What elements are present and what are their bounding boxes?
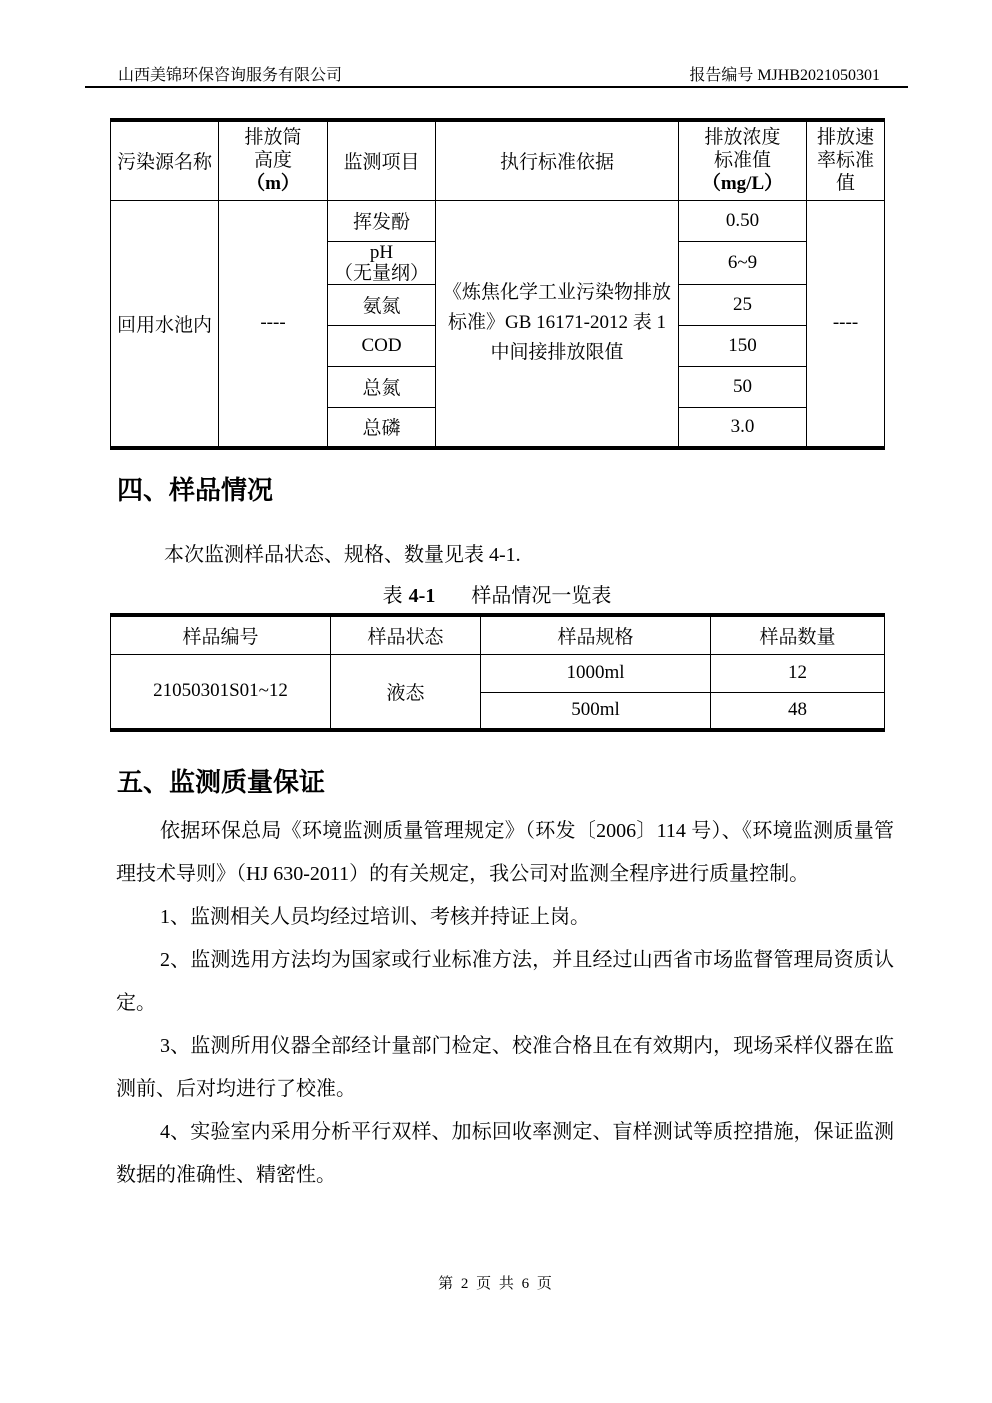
quality-paragraph-3: 3、监测所用仪器全部经计量部门检定、校准合格且在有效期内，现场采样仪器在监测前、后对均进行了校准。 bbox=[116, 1035, 894, 1100]
header-cell-standard-basis: 执行标准依据 bbox=[436, 120, 679, 200]
cell-value-cod: 150 bbox=[679, 325, 807, 366]
cell-item-total-phosphorus: 总磷 bbox=[328, 407, 436, 448]
header-concentration-line2: 标准值（mg/L） bbox=[701, 150, 784, 195]
caption-title: 样品情况一览表 bbox=[471, 585, 612, 607]
sample-header-row bbox=[111, 615, 885, 654]
header-cell-sample-state: 样品状态 bbox=[331, 615, 481, 654]
header-rate-line3: 值 bbox=[835, 173, 855, 195]
cell-qty-500ml: 48 bbox=[711, 692, 885, 730]
header-cell-pollution-source: 污染源名称 bbox=[111, 120, 219, 200]
quality-paragraph-1: 1、监测相关人员均经过培训、考核并持证上岗。 bbox=[160, 906, 590, 928]
header-report-number: 报告编号 MJHB2021050301 bbox=[689, 67, 880, 84]
header-stack-height-unit: （m） bbox=[246, 173, 300, 195]
cell-item-ph-line2: （无量纲） bbox=[333, 262, 429, 284]
standards-header-row bbox=[111, 120, 885, 200]
header-cell-sample-id: 样品编号 bbox=[111, 615, 331, 654]
section-4-heading: 四、样品情况 bbox=[117, 476, 274, 505]
table-row bbox=[111, 654, 885, 692]
cell-standard-basis: 《炼焦化学工业污染物排放标准》GB 16171-2012 表 1 中间接排放限值 bbox=[436, 200, 679, 448]
cell-sample-id: 21050301S01~12 bbox=[111, 654, 331, 730]
header-cell-concentration-limit bbox=[679, 120, 807, 200]
cell-item-cod: COD bbox=[328, 325, 436, 366]
cell-spec-500ml: 500ml bbox=[481, 692, 711, 730]
header-stack-height-line1: 排放筒 bbox=[244, 127, 302, 149]
header-cell-sample-qty: 样品数量 bbox=[711, 615, 885, 654]
cell-item-ph-line1: pH bbox=[369, 241, 394, 263]
cell-value-total-phosphorus: 3.0 bbox=[679, 407, 807, 448]
header-cell-sample-spec: 样品规格 bbox=[481, 615, 711, 654]
header-rate-line1: 排放速 bbox=[816, 127, 874, 149]
cell-item-ph bbox=[328, 241, 436, 284]
cell-value-total-nitrogen: 50 bbox=[679, 366, 807, 407]
header-cell-stack-height bbox=[219, 120, 328, 200]
cell-value-volatile-phenol: 0.50 bbox=[679, 200, 807, 241]
table-row bbox=[111, 200, 885, 241]
header-cell-monitoring-item: 监测项目 bbox=[328, 120, 436, 200]
quality-assurance-text bbox=[116, 810, 894, 1197]
emission-standards-table bbox=[110, 118, 885, 450]
table-4-1-caption bbox=[110, 579, 884, 608]
cell-value-ammonia: 25 bbox=[679, 284, 807, 325]
cell-rate-standard: ---- bbox=[807, 200, 885, 448]
cell-item-ammonia: 氨氮 bbox=[328, 284, 436, 325]
caption-number: 4-1 bbox=[408, 585, 436, 607]
page-number-footer: 第 2 页 共 6 页 bbox=[438, 1276, 554, 1292]
cell-value-ph: 6~9 bbox=[679, 241, 807, 284]
header-concentration-line1: 排放浓度 bbox=[704, 127, 781, 149]
quality-paragraph-2: 2、监测选用方法均为国家或行业标准方法，并且经过山西省市场监督管理局资质认定。 bbox=[116, 949, 894, 1014]
quality-paragraph-intro: 依据环保总局《环境监测质量管理规定》（环发〔2006〕114 号）、《环境监测质量管理技术导则》（HJ 630-2011）的有关规定，我公司对监测全程序进行质量控制。 bbox=[116, 820, 894, 885]
section-4-intro-text: 本次监测样品状态、规格、数量见表 4-1. bbox=[164, 544, 521, 566]
cell-spec-1000ml: 1000ml bbox=[481, 654, 711, 692]
cell-pollution-source: 回用水池内 bbox=[111, 200, 219, 448]
cell-item-volatile-phenol: 挥发酚 bbox=[328, 200, 436, 241]
header-stack-height-line2: 高度 bbox=[253, 150, 292, 172]
caption-label: 表 bbox=[382, 585, 403, 607]
header-cell-rate-standard bbox=[807, 120, 885, 200]
section-5-heading: 五、监测质量保证 bbox=[117, 768, 326, 797]
cell-stack-height: ---- bbox=[219, 200, 328, 448]
header-company-name: 山西美锦环保咨询服务有限公司 bbox=[118, 67, 343, 84]
header-rate-line2: 率标准 bbox=[816, 150, 874, 172]
cell-item-total-nitrogen: 总氮 bbox=[328, 366, 436, 407]
header-concentration-unit: （mg/L） bbox=[701, 173, 784, 195]
cell-qty-1000ml: 12 bbox=[711, 654, 885, 692]
cell-sample-state: 液态 bbox=[331, 654, 481, 730]
sample-info-table bbox=[110, 613, 885, 732]
header-rule bbox=[85, 86, 908, 88]
quality-paragraph-4: 4、实验室内采用分析平行双样、加标回收率测定、盲样测试等质控措施，保证监测数据的准确性、精密性。 bbox=[116, 1121, 894, 1186]
